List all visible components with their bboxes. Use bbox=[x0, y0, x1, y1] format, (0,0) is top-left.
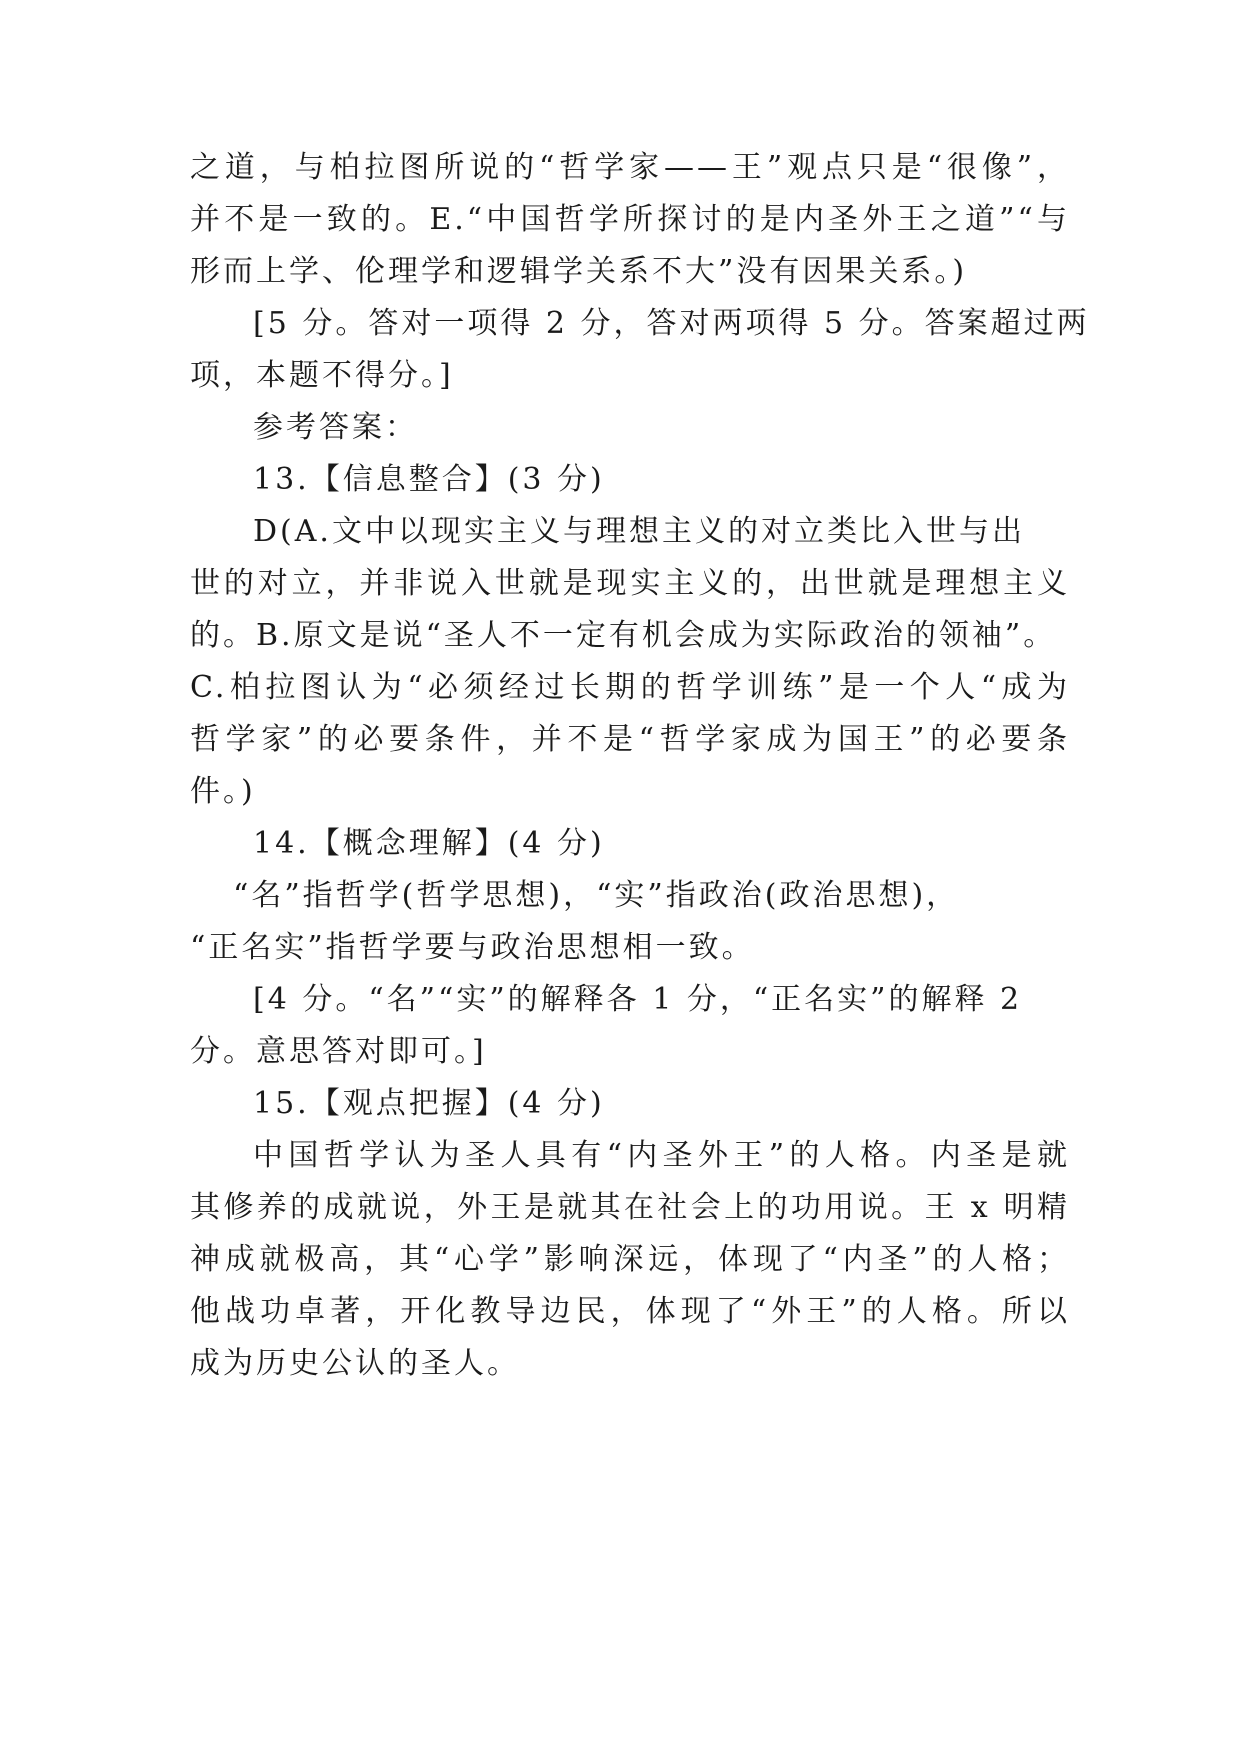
text-line: 分。意思答对即可。] bbox=[190, 1034, 487, 1069]
text-line: 哲学家”的必要条件，并不是“哲学家成为国王”的必要条 bbox=[190, 722, 1070, 757]
text-line: 世的对立，并非说入世就是现实主义的，出世就是理想主义 bbox=[190, 566, 1070, 601]
text-line: 形而上学、伦理学和逻辑学关系不大”没有因果关系。) bbox=[190, 254, 968, 289]
text-line: 中国哲学认为圣人具有“内圣外王”的人格。内圣是就 bbox=[253, 1138, 1070, 1173]
text-line: 其修养的成就说，外王是就其在社会上的功用说。王 x 明精 bbox=[190, 1190, 1070, 1225]
text-line: 件。) bbox=[190, 774, 256, 809]
text-line: 并不是一致的。E.“中国哲学所探讨的是内圣外王之道”“与 bbox=[190, 202, 1070, 237]
section-heading: 参考答案： bbox=[253, 410, 418, 445]
text-line: 的。B.原文是说“圣人不一定有机会成为实际政治的领袖”。 bbox=[190, 618, 1057, 653]
text-line: 神成就极高，其“心学”影响深远，体现了“内圣”的人格； bbox=[190, 1242, 1070, 1277]
text-line: 他战功卓著，开化教导边民，体现了“外王”的人格。所以 bbox=[190, 1294, 1070, 1329]
question-heading-15: 15.【观点把握】(4 分) bbox=[253, 1086, 605, 1121]
text-line: C.柏拉图认为“必须经过长期的哲学训练”是一个人“成为 bbox=[190, 670, 1070, 705]
question-heading-13: 13.【信息整合】(3 分) bbox=[253, 462, 605, 497]
text-line: 成为历史公认的圣人。 bbox=[190, 1346, 520, 1381]
question-heading-14: 14.【概念理解】(4 分) bbox=[253, 826, 605, 861]
text-line: 项，本题不得分。] bbox=[190, 358, 454, 393]
text-line: “名”指哲学(哲学思想)，“实”指政治(政治思想)， bbox=[233, 878, 960, 913]
text-line: D(A.文中以现实主义与理想主义的对立类比入世与出 bbox=[253, 514, 1025, 549]
text-line: “正名实”指哲学要与政治思想相一致。 bbox=[190, 930, 755, 965]
text-line: [4 分。“名”“实”的解释各 1 分，“正名实”的解释 2 bbox=[253, 982, 1023, 1017]
text-line: [5 分。答对一项得 2 分，答对两项得 5 分。答案超过两 bbox=[253, 306, 1090, 341]
text-line: 之道，与柏拉图所说的“哲学家——王”观点只是“很像”， bbox=[190, 150, 1070, 185]
